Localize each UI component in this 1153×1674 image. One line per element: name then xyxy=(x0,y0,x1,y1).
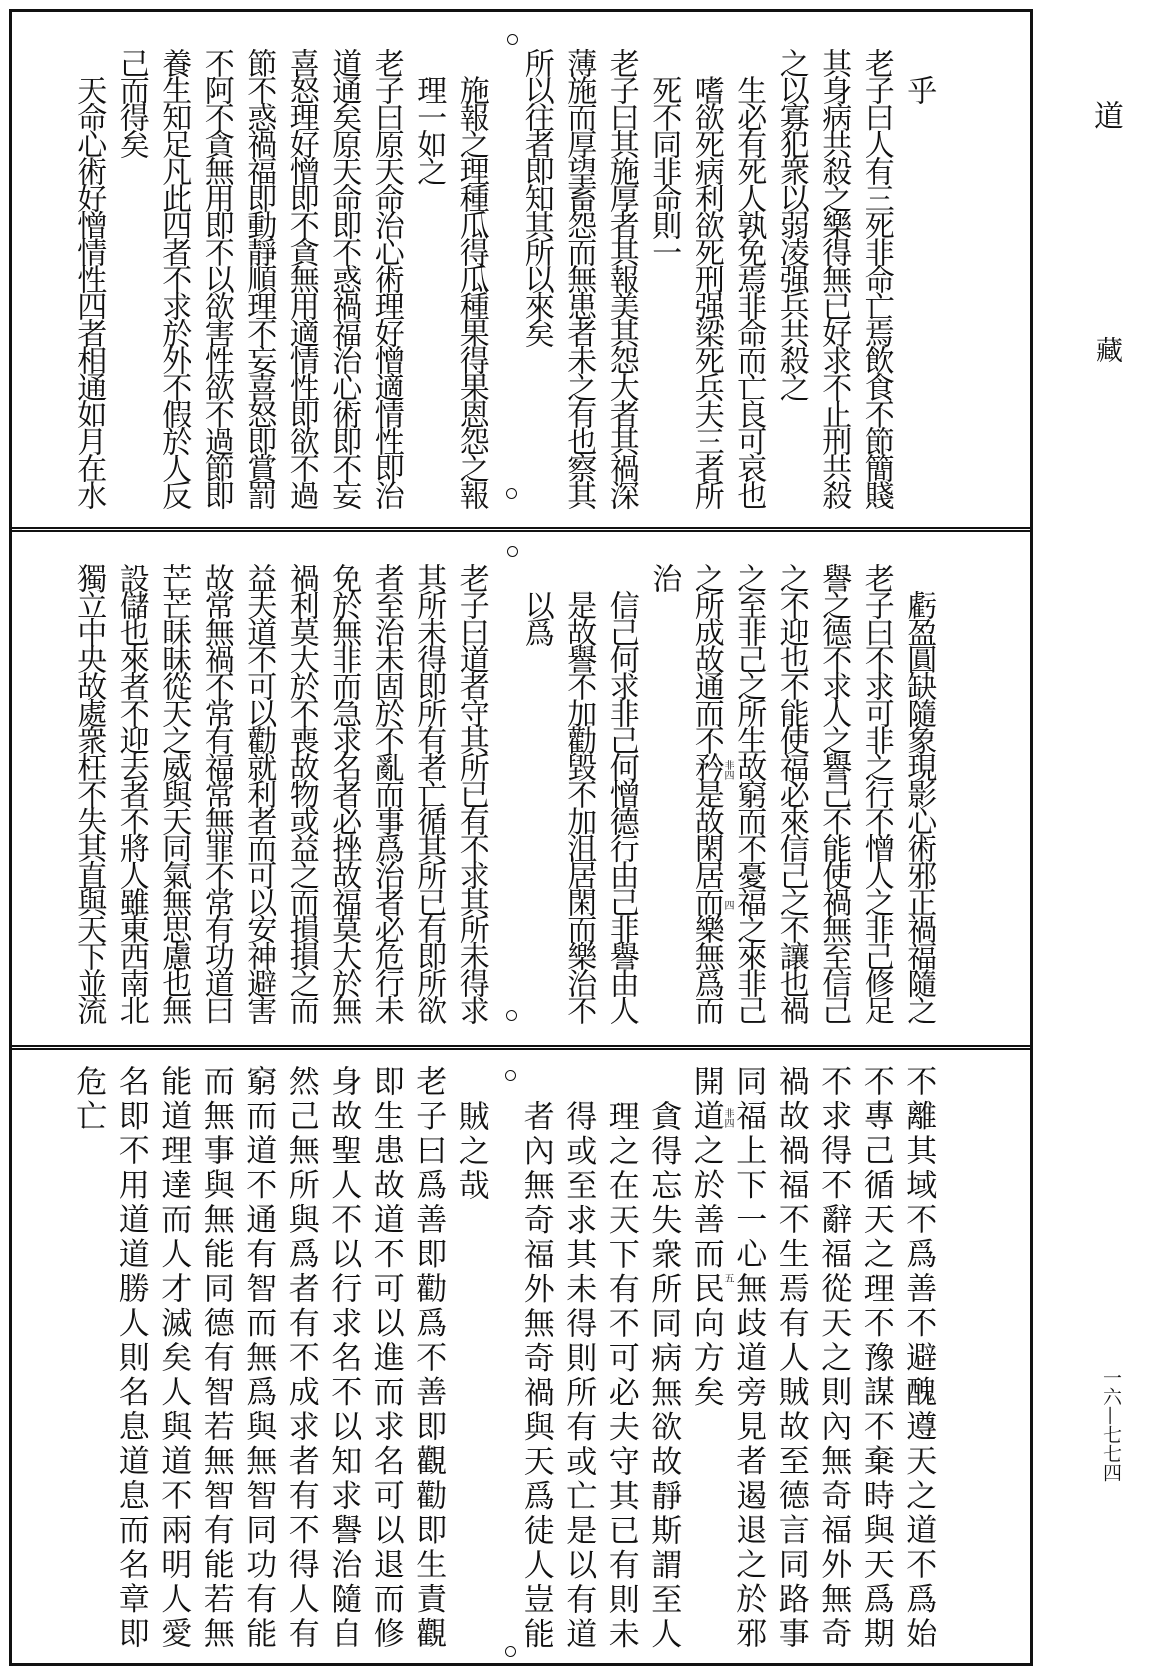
text-column: 者內無奇福外無奇禍與天爲徒人豈能 xyxy=(517,1099,554,1652)
text-column: 乎 xyxy=(901,75,937,102)
text-column: 窮而道不通有智而無爲與無智同功有能 xyxy=(240,1065,277,1652)
text-column: 貪得忘失衆所同病無欲故靜斯謂至人 xyxy=(645,1099,682,1652)
text-column: 得或至求其未得則所有或亡是以有道 xyxy=(560,1099,597,1652)
fold-marker-circle xyxy=(507,546,518,557)
text-column: 即生患故道不可以進而求名可以退而修 xyxy=(367,1065,404,1652)
text-column: 身故聖人不以行求名不以知求譽治隨自 xyxy=(325,1065,362,1652)
interlinear-note: 非四 xyxy=(722,1108,733,1128)
text-column: 養生知足凡此四者不求於外不假於人反 xyxy=(156,48,192,507)
interlinear-note: 四 xyxy=(722,900,733,910)
text-column: 名即不用道道勝人則名息道息而名章即 xyxy=(112,1065,149,1652)
text-column: 益夫道不可以勸就利者而可以安神避害 xyxy=(241,563,277,1022)
text-column: 其所未得即所有者亡循其所已有即所欲 xyxy=(411,563,447,1022)
margin-title-dao: 道 xyxy=(1088,100,1123,130)
fold-marker-circle xyxy=(506,488,517,499)
text-column: 道通矣原天命即不惑禍福治心術即不妄 xyxy=(326,48,362,507)
text-column: 節不惑禍福即動靜順理不妄喜怒即賞罰 xyxy=(241,48,277,507)
text-column: 薄施而厚望畜怨而無患者未之有也察其 xyxy=(561,48,597,507)
text-column: 獨立中央故處衆枉不失其直與天下並流 xyxy=(71,563,107,1022)
fold-marker-circle xyxy=(505,1646,516,1657)
text-column: 能道理達而人才滅矣人與道不兩明人愛 xyxy=(155,1065,192,1652)
text-column: 之所成故通而不矜是故閑居而樂無爲而 xyxy=(688,563,724,1022)
page-frame xyxy=(9,9,1033,1666)
text-column: 然己無所與爲者有不成求者有不得人有 xyxy=(282,1065,319,1652)
fold-marker-circle xyxy=(505,1070,516,1081)
interlinear-note: 五 xyxy=(722,1273,733,1283)
text-column: 芒芒昧昧從天之威與天同氣無思慮也無 xyxy=(156,563,192,1022)
text-column: 之以寡犯衆以弱凌强兵共殺之 xyxy=(773,48,809,399)
text-column: 故常無禍不常有福常無罪不常有功道曰 xyxy=(198,563,234,1022)
text-column: 生必有死人孰免焉非命而亡良可哀也 xyxy=(731,75,767,507)
text-column: 喜怒理好憎即不貪無用適情性即欲不過 xyxy=(283,48,319,507)
text-column: 以爲 xyxy=(518,590,554,644)
text-register-middle xyxy=(12,527,1030,1045)
text-column: 者至治未固於不亂而事爲治者必危行未 xyxy=(368,563,404,1022)
column-group xyxy=(67,532,940,1045)
text-column: 治 xyxy=(646,563,682,590)
text-column: 虧盈圓缺隨象現影心術邪正禍福隨之 xyxy=(901,590,937,1022)
text-column: 老子曰原天命治心術理好憎適情性即治 xyxy=(368,48,404,507)
column-group xyxy=(67,12,940,527)
text-column: 所以往者即知其所以來矣 xyxy=(518,48,554,345)
text-column: 老子曰人有三死非命亡焉飲食不節簡賤 xyxy=(858,48,894,507)
interlinear-note: 非四 xyxy=(722,760,733,780)
text-column: 其身病共殺之樂得無已好求不止刑共殺 xyxy=(816,48,852,507)
text-column: 信己何求非己何憎德行由己非譽由人 xyxy=(603,590,639,1022)
text-column: 設儲也來者不迎去者不將人雖東西南北 xyxy=(113,563,149,1022)
text-column: 危亡 xyxy=(70,1065,107,1134)
text-column: 之至非己之所生故窮而不憂福之來非己 xyxy=(731,563,767,1022)
text-column: 而無事與無能同德有智若無智有能若無 xyxy=(197,1065,234,1652)
text-column: 是故譽不加勸毀不加沮居閑而樂治不 xyxy=(561,590,597,1022)
page-number: 一六—七七四 xyxy=(1100,1368,1122,1482)
text-column: 禍利莫大於不喪故物或益之而損損之而 xyxy=(283,563,319,1022)
text-column: 開道之於善而民向方矣 xyxy=(687,1065,724,1410)
column-group xyxy=(67,1050,940,1663)
text-column: 不專己循天之理不豫謀不棄時與天爲期 xyxy=(857,1065,894,1652)
text-column: 死不同非命則一 xyxy=(646,75,682,264)
text-column: 施報之理種瓜得瓜種果得果恩怨之報 xyxy=(453,75,489,507)
text-register-top xyxy=(12,12,1030,527)
text-column: 賊之哉 xyxy=(452,1099,489,1203)
text-column: 不離其域不爲善不避醜遵天之道不爲始 xyxy=(900,1065,937,1652)
text-column: 免於無非而急求名者必挫故福莫大於無 xyxy=(326,563,362,1022)
text-column: 理一如之 xyxy=(411,75,447,183)
text-column: 老子曰爲善即勸爲不善即觀勸即生責觀 xyxy=(410,1065,447,1652)
fold-marker-circle xyxy=(506,1010,517,1021)
text-column: 譽之德不求人之譽己不能使禍無至信己 xyxy=(816,563,852,1022)
text-column: 禍故禍福不生焉有人賊故至德言同路事 xyxy=(772,1065,809,1652)
text-column: 嗜欲死病利欲死刑强梁死兵夫三者所 xyxy=(688,75,724,507)
text-column: 同福上下一心無歧道旁見者遏退之於邪 xyxy=(730,1065,767,1652)
text-column: 天命心術好憎情性四者相通如月在水 xyxy=(71,75,107,507)
fold-marker-circle xyxy=(507,34,518,45)
text-column: 老子曰不求可非之行不憎人之非己修足 xyxy=(858,563,894,1022)
text-register-bottom xyxy=(12,1045,1030,1663)
text-column: 不阿不貪無用即不以欲害性欲不過節即 xyxy=(198,48,234,507)
margin-title-zang: 藏 xyxy=(1091,336,1122,363)
text-column: 己而得矣 xyxy=(113,48,149,156)
text-column: 老子曰其施厚者其報美其怨大者其禍深 xyxy=(603,48,639,507)
text-column: 之不迎也不能使福必來信己之不讓也禍 xyxy=(773,563,809,1022)
text-column: 老子曰道者守其所已有不求其所未得求 xyxy=(453,563,489,1022)
text-column: 不求得不辭福從天之則內無奇福外無奇 xyxy=(815,1065,852,1652)
text-column: 理之在天下有不可必夫守其已有則未 xyxy=(602,1099,639,1652)
